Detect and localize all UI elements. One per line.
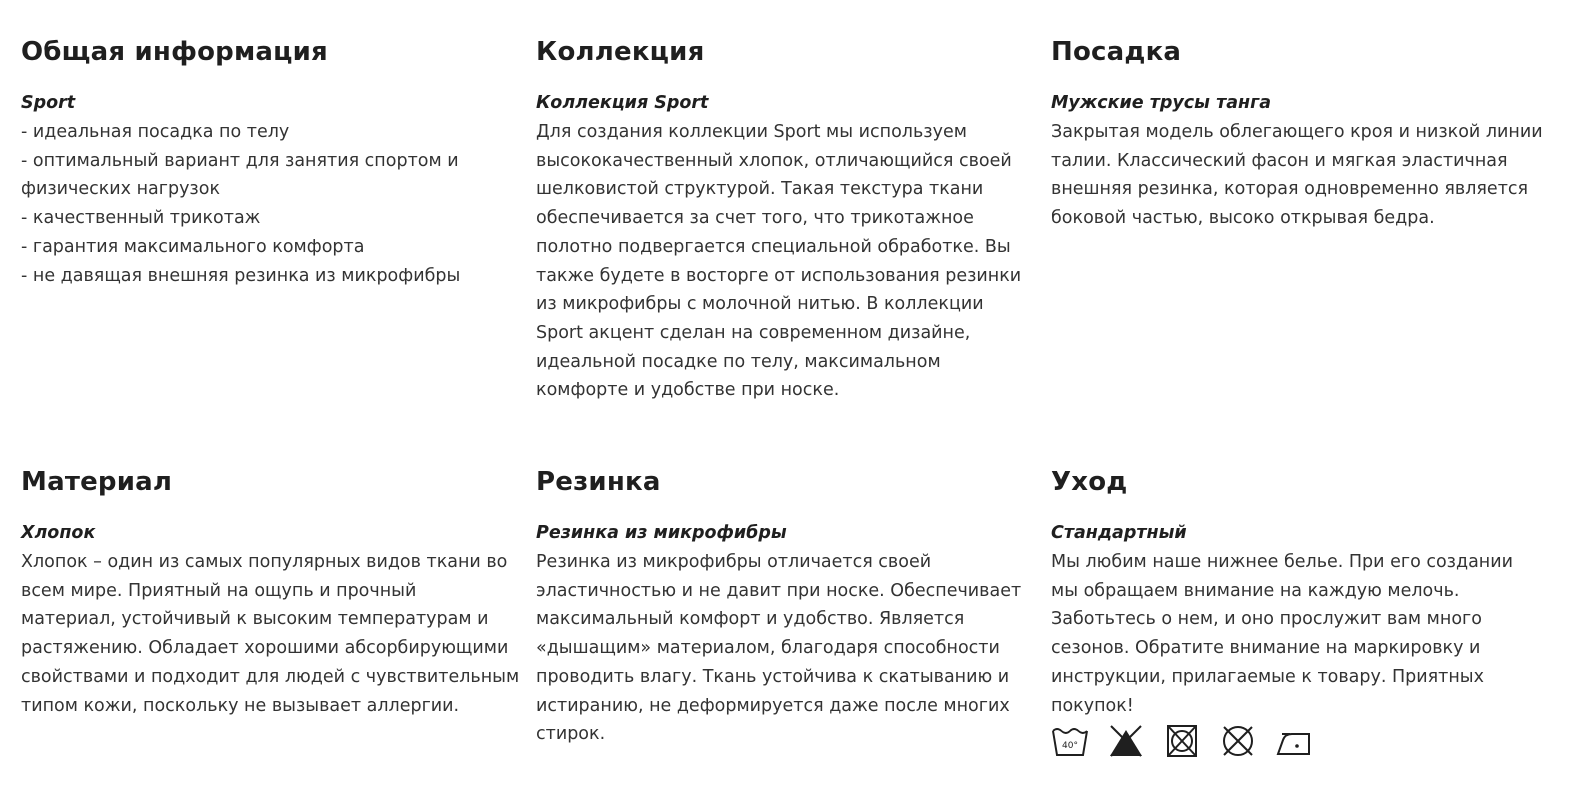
text-line: комфорте и удобстве при носке. (536, 380, 840, 401)
care-section (1051, 465, 1551, 758)
wash-40-icon (1051, 724, 1089, 758)
list-item: физических нагрузок (21, 179, 221, 200)
text-line: мы обращаем внимание на каждую мелочь. (1051, 580, 1460, 601)
fit-text (1051, 118, 1551, 233)
text-line: растяжению. Обладает хорошими абсорбирующими (21, 638, 509, 659)
collection-text (536, 118, 1036, 405)
text-line: всем мире. Приятный на ощупь и прочный (21, 580, 417, 601)
fit-title: Посадка (1051, 37, 1182, 67)
text-line: Мы любим наше нижнее белье. При его создании (1051, 552, 1513, 572)
care-subtitle: Стандартный (1051, 523, 1187, 543)
text-line: материал, устойчивый к высоким температурам и (21, 609, 489, 630)
text-line: стирок. (536, 724, 606, 745)
list-item: - качественный трикотаж (21, 208, 261, 229)
text-line: инструкции, прилагаемые к товару. Приятных (1051, 666, 1484, 687)
text-line: высококачественный хлопок, отличающийся своей (536, 150, 1012, 171)
text-line: Закрытая модель облегающего кроя и низкой линии (1051, 122, 1543, 142)
elastic-title: Резинка (536, 467, 661, 497)
text-line: типом кожи, поскольку не вызывает аллергии. (21, 695, 460, 716)
text-line: максимальный комфорт и удобство. Является (536, 609, 965, 630)
material-title: Материал (21, 467, 173, 497)
text-line: внешняя резинка, которая одновременно является (1051, 179, 1529, 200)
iron-low-icon (1275, 724, 1313, 758)
care-text (1051, 548, 1551, 720)
fit-subtitle: Мужские трусы танга (1051, 93, 1272, 113)
list-item: - идеальная посадка по телу (21, 122, 290, 142)
text-line: свойствами и подходит для людей с чувствительным (21, 666, 520, 687)
text-line: обеспечивается за счет того, что трикотажное (536, 208, 974, 229)
text-line: также будете в восторге от использования резинки (536, 265, 1022, 286)
text-line: талии. Классический фасон и мягкая эластичная (1051, 150, 1508, 171)
general-info-section (21, 35, 521, 290)
elastic-text (536, 548, 1036, 749)
elastic-subtitle: Резинка из микрофибры (536, 523, 787, 543)
no-bleach-icon (1107, 724, 1145, 758)
text-line: Хлопок – один из самых популярных видов ткани во (21, 552, 508, 572)
text-line: Резинка из микрофибры отличается своей (536, 552, 932, 572)
fit-section (1051, 35, 1551, 233)
material-subtitle: Хлопок (21, 523, 96, 543)
collection-subtitle: Коллекция Sport (536, 93, 709, 113)
text-line: проводить влагу. Ткань устойчива к скатыванию и (536, 666, 1010, 687)
text-line: Заботьтесь о нем, и оно прослужит вам много (1051, 609, 1482, 630)
wash-temp-label: 40° (1062, 741, 1078, 752)
general-info-list (21, 118, 521, 290)
list-item: - не давящая внешняя резинка из микрофибры (21, 265, 461, 286)
general-info-subtitle: Sport (21, 93, 76, 113)
text-line: полотно подвергается специальной обработке. Вы (536, 236, 1011, 257)
text-line: шелковистой структурой. Такая текстура ткани (536, 179, 984, 200)
material-section (21, 465, 521, 720)
text-line: Для создания коллекции Sport мы используем (536, 122, 967, 142)
care-icons (1051, 724, 1551, 758)
text-line: покупок! (1051, 695, 1134, 716)
text-line: идеальной посадке по телу, максимальном (536, 351, 941, 372)
text-line: из микрофибры с молочной нитью. В коллекции (536, 294, 984, 315)
elastic-section (536, 465, 1036, 749)
care-title: Уход (1051, 467, 1128, 497)
list-item: - гарантия максимального комфорта (21, 236, 365, 257)
text-line: Sport акцент сделан на современном дизайне, (536, 322, 971, 343)
list-item: - оптимальный вариант для занятия спортом и (21, 150, 459, 171)
no-dry-clean-icon (1219, 724, 1257, 758)
collection-section (536, 35, 1036, 405)
text-line: сезонов. Обратите внимание на маркировку и (1051, 638, 1481, 659)
general-info-title: Общая информация (21, 37, 328, 67)
collection-title: Коллекция (536, 37, 705, 67)
text-line: боковой частью, высоко открывая бедра. (1051, 208, 1435, 229)
text-line: «дышащим» материалом, благодаря способности (536, 638, 1000, 659)
material-text (21, 548, 521, 720)
text-line: эластичностью и не давит при носке. Обеспечивает (536, 580, 1022, 601)
no-tumble-dry-icon (1163, 724, 1201, 758)
text-line: истиранию, не деформируется даже после многих (536, 695, 1010, 716)
